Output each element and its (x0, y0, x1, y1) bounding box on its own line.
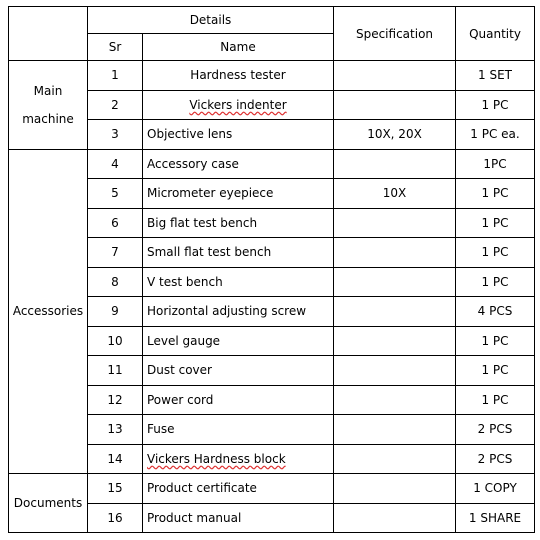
qty-cell: 1 PC (456, 356, 535, 386)
name-cell (143, 444, 334, 474)
table-row (9, 120, 535, 150)
qty-cell: 1 PC ea. (456, 120, 535, 150)
qty-cell: 2 PCS (456, 444, 535, 474)
table-row (9, 238, 535, 268)
group-accessories: Accessories (9, 149, 88, 474)
name-cell: Product manual (143, 503, 334, 533)
spec-cell (334, 149, 456, 179)
sr-header: Sr (88, 34, 143, 61)
name-cell: Fuse (143, 415, 334, 445)
name-cell: V test bench (143, 267, 334, 297)
spec-cell (334, 61, 456, 91)
name-cell: Objective lens (143, 120, 334, 150)
name-cell: Power cord (143, 385, 334, 415)
spec-cell (334, 267, 456, 297)
packing-list-table (8, 6, 535, 533)
name-cell: Micrometer eyepiece (143, 179, 334, 209)
qty-cell: 1 PC (456, 179, 535, 209)
name-cell: Dust cover (143, 356, 334, 386)
sr-cell: 11 (88, 356, 143, 386)
details-header: Details (88, 7, 334, 34)
table-row (9, 415, 535, 445)
table-row (9, 61, 535, 91)
table-row (9, 90, 535, 120)
spec-cell (334, 356, 456, 386)
qty-cell: 1 PC (456, 267, 535, 297)
qty-cell: 4 PCS (456, 297, 535, 327)
name-cell: Small flat test bench (143, 238, 334, 268)
sr-cell: 2 (88, 90, 143, 120)
qty-cell: 1 PC (456, 385, 535, 415)
name-text: Vickers indenter (189, 97, 287, 112)
spec-cell (334, 444, 456, 474)
name-cell: Big flat test bench (143, 208, 334, 238)
spec-cell (334, 326, 456, 356)
table-row (9, 356, 535, 386)
name-text: Vickers Hardness block (147, 451, 286, 466)
group-main-machine: Main machine (9, 61, 88, 150)
name-cell: Level gauge (143, 326, 334, 356)
quantity-header: Quantity (456, 7, 535, 61)
sr-cell: 3 (88, 120, 143, 150)
qty-cell: 1 COPY (456, 474, 535, 504)
spec-cell (334, 208, 456, 238)
spec-cell: 10X (334, 179, 456, 209)
qty-cell: 1 SET (456, 61, 535, 91)
name-cell: Hardness tester (143, 61, 334, 91)
name-cell: Horizontal adjusting screw (143, 297, 334, 327)
name-header: Name (143, 34, 334, 61)
sr-cell: 5 (88, 179, 143, 209)
name-cell: Accessory case (143, 149, 334, 179)
sr-cell: 16 (88, 503, 143, 533)
qty-cell: 1 PC (456, 326, 535, 356)
name-cell (143, 90, 334, 120)
header-corner-cell (9, 7, 88, 61)
sr-cell: 10 (88, 326, 143, 356)
spec-cell (334, 90, 456, 120)
name-cell: Product certificate (143, 474, 334, 504)
qty-cell: 1PC (456, 149, 535, 179)
header-row-1 (9, 7, 535, 34)
spec-cell (334, 385, 456, 415)
table-row (9, 149, 535, 179)
table-row (9, 444, 535, 474)
spec-cell (334, 503, 456, 533)
table-row (9, 326, 535, 356)
table-row (9, 474, 535, 504)
qty-cell: 2 PCS (456, 415, 535, 445)
table-row (9, 503, 535, 533)
sr-cell: 13 (88, 415, 143, 445)
qty-cell: 1 PC (456, 208, 535, 238)
sr-cell: 7 (88, 238, 143, 268)
qty-cell: 1 PC (456, 90, 535, 120)
sr-cell: 6 (88, 208, 143, 238)
sr-cell: 8 (88, 267, 143, 297)
spec-cell (334, 415, 456, 445)
sr-cell: 1 (88, 61, 143, 91)
sr-cell: 15 (88, 474, 143, 504)
table-row (9, 179, 535, 209)
specification-header: Specification (334, 7, 456, 61)
qty-cell: 1 PC (456, 238, 535, 268)
qty-cell: 1 SHARE (456, 503, 535, 533)
group-documents: Documents (9, 474, 88, 533)
table-row (9, 208, 535, 238)
table-row (9, 267, 535, 297)
sr-cell: 14 (88, 444, 143, 474)
sr-cell: 12 (88, 385, 143, 415)
spec-cell (334, 474, 456, 504)
spec-cell: 10X, 20X (334, 120, 456, 150)
spec-cell (334, 297, 456, 327)
table-row (9, 297, 535, 327)
sr-cell: 9 (88, 297, 143, 327)
spec-cell (334, 238, 456, 268)
sr-cell: 4 (88, 149, 143, 179)
table-row (9, 385, 535, 415)
